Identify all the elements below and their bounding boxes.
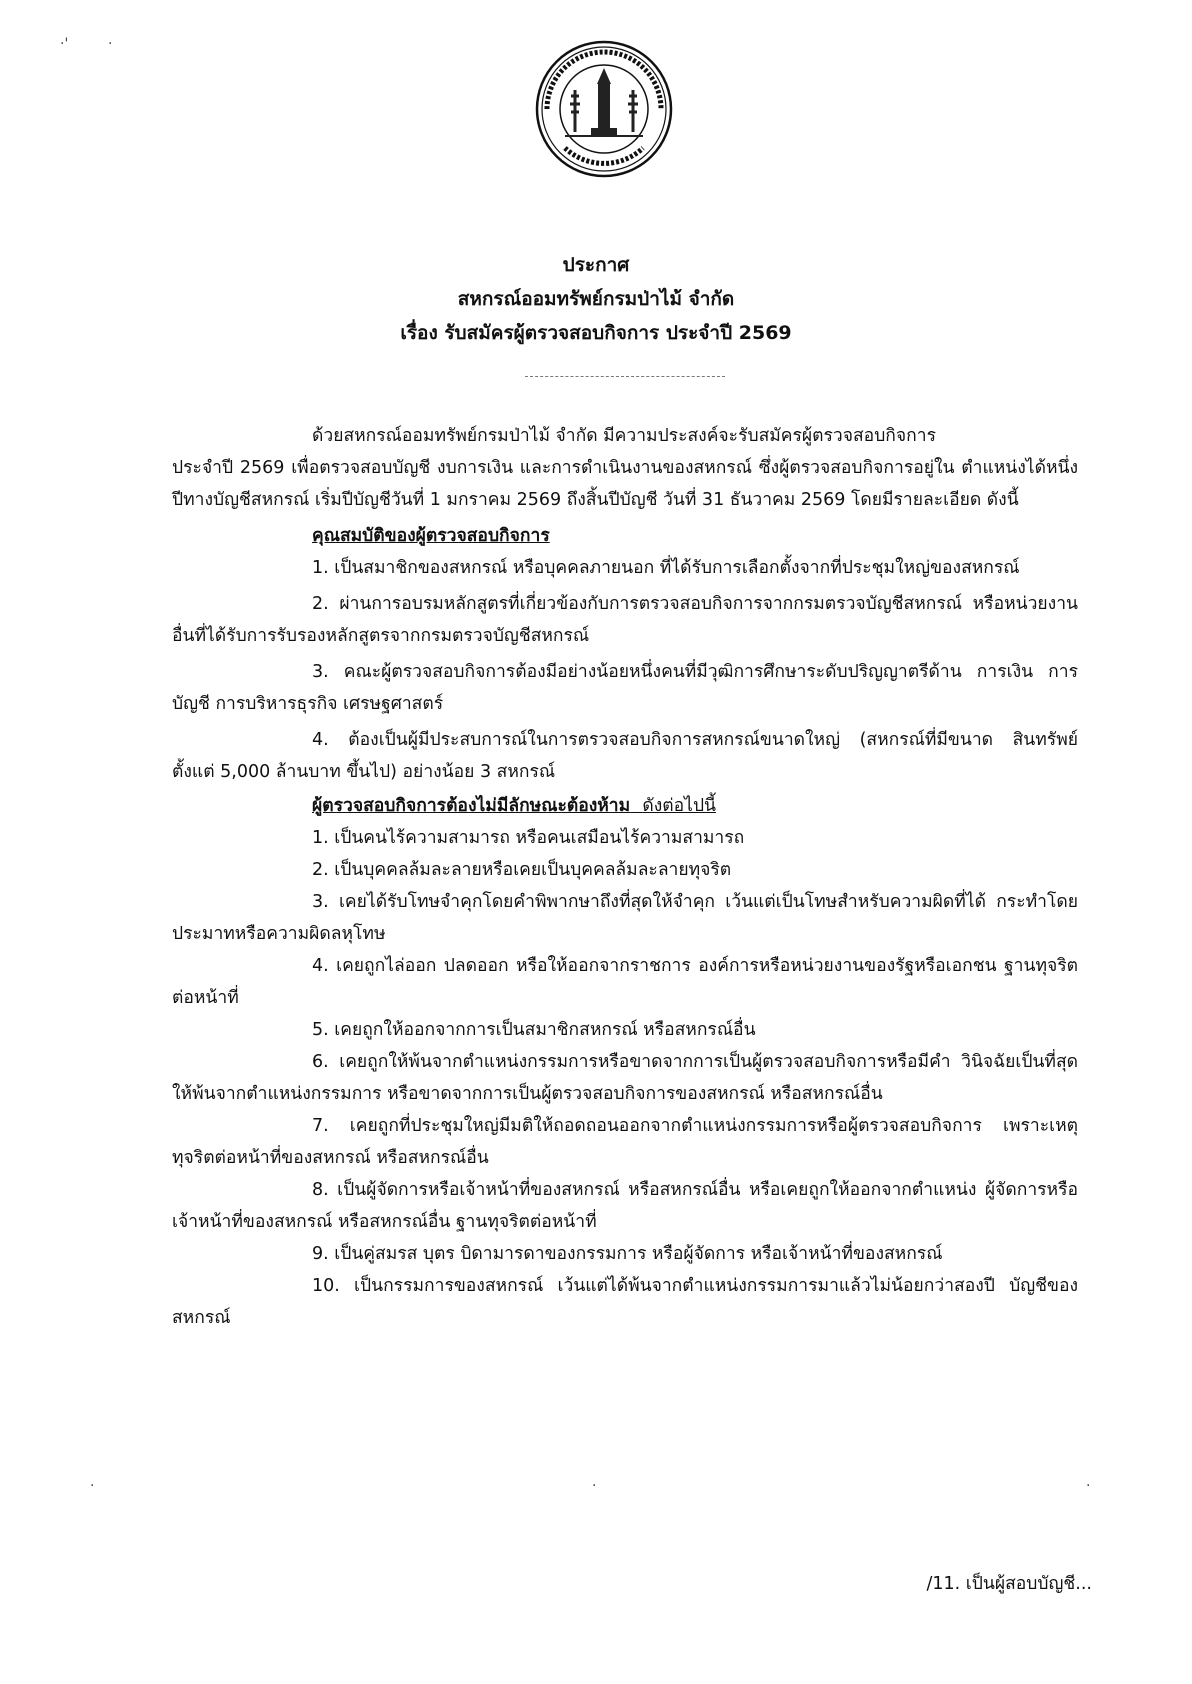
prohibition-item: 8. เป็นผู้จัดการหรือเจ้าหน้าที่ของสหกรณ์ หรือสหกรณ์อื่น หรือเคยถูกให้ออกจากตำแหน่ง ผู้จัดการหรือเจ้าหน้าที่ของสหกรณ์ หรือสหกรณ์อื่น ฐานทุจริตต่อหน้าที่	[172, 1180, 1078, 1232]
prohibition-item: 2. เป็นบุคคลล้มละลายหรือเคยเป็นบุคคลล้มละลายทุจริต	[312, 860, 732, 880]
scan-artifact: ·'	[60, 36, 69, 52]
prohibition-item: 9. เป็นคู่สมรส บุตร บิดามารดาของกรรมการ หรือผู้จัดการ หรือเจ้าหน้าที่ของสหกรณ์	[312, 1244, 943, 1264]
scan-artifact: ·	[1086, 1478, 1091, 1494]
seal-emblem-icon	[535, 40, 673, 178]
header-line-2: สหกรณ์ออมทรัพย์กรมป่าไม้ จำกัด	[457, 288, 735, 310]
intro-paragraph-2: ประจำปี 2569 เพื่อตรวจสอบบัญชี งบการเงิน และการดำเนินงานของสหกรณ์ ซึ่งผู้ตรวจสอบกิจการอยู่ใน ตำแหน่งได้หนึ่งปีทางบัญชีสหกรณ์ เริ่มปีบัญชีวันที่ 1 มกราคม 2569 ถึงสิ้นปีบัญชี วันที่ 31 ธันวาคม 2569 โดยมีรายละเอียด ดังนี้	[172, 458, 1078, 510]
prohibition-item: 5. เคยถูกให้ออกจากการเป็นสมาชิกสหกรณ์ หรือสหกรณ์อื่น	[312, 1020, 756, 1040]
qualification-item: 1. เป็นสมาชิกของสหกรณ์ หรือบุคคลภายนอก ที่ได้รับการเลือกตั้งจากที่ประชุมใหญ่ของสหกรณ์	[312, 558, 1020, 578]
scan-artifact: ·	[592, 1478, 597, 1494]
qualifications-heading	[172, 520, 1078, 552]
prohibition-item: 4. เคยถูกไล่ออก ปลดออก หรือให้ออกจากราชการ องค์การหรือหน่วยงานของรัฐหรือเอกชน ฐานทุจริตต่อหน้าที่	[172, 956, 1078, 1008]
prohibition-item: 1. เป็นคนไร้ความสามารถ หรือคนเสมือนไร้ความสามารถ	[312, 828, 745, 848]
intro-paragraph-1: ด้วยสหกรณ์ออมทรัพย์กรมป่าไม้ จำกัด มีความประสงค์จะรับสมัครผู้ตรวจสอบกิจการ	[312, 426, 936, 446]
qualifications-heading-text: คุณสมบัติของผู้ตรวจสอบกิจการ	[312, 526, 550, 546]
prohibitions-heading-suffix: ดังต่อไปนี้	[642, 796, 717, 816]
prohibition-item: 7. เคยถูกที่ประชุมใหญ่มีมติให้ถอดถอนออกจากตำแหน่งกรรมการหรือผู้ตรวจสอบกิจการ เพราะเหตุทุจริตต่อหน้าที่ของสหกรณ์ หรือสหกรณ์อื่น	[172, 1116, 1078, 1168]
prohibitions-heading-text: ผู้ตรวจสอบกิจการต้องไม่มีลักษณะต้องห้าม	[312, 796, 631, 816]
title-divider	[525, 376, 725, 377]
page-continuation: /11. เป็นผู้สอบบัญชี...	[926, 1574, 1092, 1594]
qualification-item: 2. ผ่านการอบรมหลักสูตรที่เกี่ยวข้องกับการตรวจสอบกิจการจากกรมตรวจบัญชีสหกรณ์ หรือหน่วยงานอื่นที่ได้รับการรับรองหลักสูตรจากกรมตรวจบัญชีสหกรณ์	[172, 594, 1078, 646]
header-line-3: เรื่อง รับสมัครผู้ตรวจสอบกิจการ ประจำปี 2569	[400, 322, 792, 344]
qualification-item: 3. คณะผู้ตรวจสอบกิจการต้องมีอย่างน้อยหนึ่งคนที่มีวุฒิการศึกษาระดับปริญญาตรีด้าน การเงิน การบัญชี การบริหารธุรกิจ เศรษฐศาสตร์	[172, 662, 1078, 714]
prohibition-item: 3. เคยได้รับโทษจำคุกโดยคำพิพากษาถึงที่สุดให้จำคุก เว้นแต่เป็นโทษสำหรับความผิดที่ได้ กระทำโดยประมาทหรือความผิดลหุโทษ	[172, 892, 1078, 944]
announcement-header	[0, 248, 1192, 350]
header-line-1: ประกาศ	[562, 254, 630, 276]
announcement-body	[172, 420, 1078, 1334]
scan-artifact: ·	[108, 36, 113, 52]
prohibition-item: 6. เคยถูกให้พ้นจากตำแหน่งกรรมการหรือขาดจากการเป็นผู้ตรวจสอบกิจการหรือมีคำ วินิจฉัยเป็นที่สุดให้พ้นจากตำแหน่งกรรมการ หรือขาดจากการเป็นผู้ตรวจสอบกิจการของสหกรณ์ หรือสหกรณ์อื่น	[172, 1052, 1078, 1104]
cooperative-seal	[535, 40, 673, 178]
prohibitions-heading	[172, 790, 1078, 822]
scan-artifact: ·	[90, 1478, 95, 1494]
qualification-item: 4. ต้องเป็นผู้มีประสบการณ์ในการตรวจสอบกิจการสหกรณ์ขนาดใหญ่ (สหกรณ์ที่มีขนาด สินทรัพย์ตั้งแต่ 5,000 ล้านบาท ขึ้นไป) อย่างน้อย 3 สหกรณ์	[172, 730, 1078, 782]
prohibition-item: 10. เป็นกรรมการของสหกรณ์ เว้นแต่ได้พ้นจากตำแหน่งกรรมการมาแล้วไม่น้อยกว่าสองปี บัญชีของสหกรณ์	[172, 1276, 1078, 1328]
